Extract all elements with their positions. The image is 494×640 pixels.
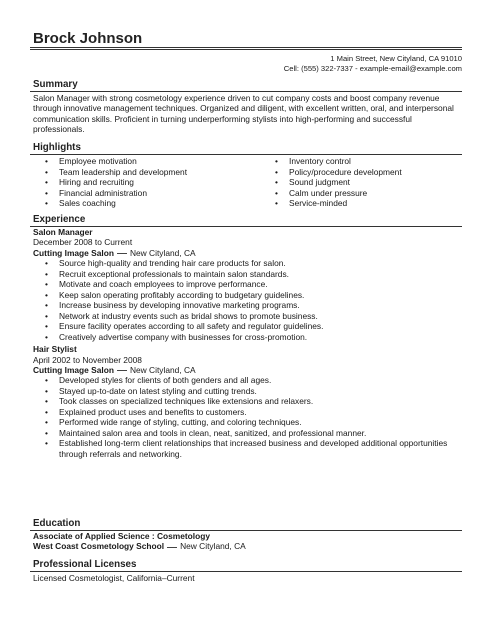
dash-separator — [117, 370, 127, 371]
summary-text: Salon Manager with strong cosmetology experience driven to cut company costs and boost company revenue through innovative management techniques. Organized and diligent, with excellent written, oral, and interpersonal communication skills. Proficient in turning underperforming stylists into high-performing and successful professionals. — [33, 93, 454, 135]
list-item: • Inventory control — [275, 156, 402, 167]
dash-separator — [117, 253, 127, 254]
company-name: Cutting Image Salon — [33, 247, 114, 258]
school-location: New Cityland, CA — [180, 541, 246, 552]
company-location: New Cityland, CA — [129, 365, 196, 376]
company-name: Cutting Image Salon — [33, 365, 114, 376]
job-duties-list — [30, 375, 462, 459]
address-line: 1 Main Street, New Cityland, CA 91010 — [330, 54, 462, 63]
job-entry — [30, 227, 462, 342]
list-item: • Employee motivation — [45, 156, 275, 167]
highlights-divider — [30, 154, 462, 155]
school-name: West Coast Cosmetology School — [33, 541, 165, 552]
experience-heading: Experience — [33, 214, 86, 225]
header-divider — [30, 47, 462, 50]
job-duties-list — [30, 258, 462, 342]
list-item: • Established long-term client relationships that increased business and developed additional opportunities through referrals and networking. — [45, 438, 462, 459]
list-item: • Developed styles for clients of both genders and all ages. — [45, 375, 462, 386]
job-title: Salon Manager — [33, 227, 93, 237]
experience-section — [30, 214, 462, 459]
licenses-section — [30, 559, 462, 583]
list-item: • Financial administration — [45, 188, 275, 199]
highlights-left-list — [30, 156, 275, 209]
list-item: • Recruit exceptional professionals to maintain salon standards. — [45, 269, 462, 280]
job-company-line — [30, 365, 462, 375]
education-block — [30, 518, 462, 552]
school-line — [30, 541, 462, 551]
highlights-heading: Highlights — [33, 142, 81, 153]
list-item: • Took classes on specialized techniques like extensions and relaxers. — [45, 396, 462, 407]
degree: Associate of Applied Science : Cosmetology — [33, 531, 210, 541]
licenses-heading: Professional Licenses — [33, 559, 137, 570]
job-dates: April 2002 to November 2008 — [33, 354, 142, 365]
list-item: • Stayed up-to-date on latest styling and cutting trends. — [45, 386, 462, 397]
education-heading: Education — [33, 518, 81, 529]
list-item: • Network at industry events such as bridal shows to promote business. — [45, 311, 462, 322]
job-dates: December 2008 to Current — [33, 237, 133, 248]
list-item: • Team leadership and development — [45, 167, 275, 178]
list-item: • Creatively advertise company with businesses for cross-promotion. — [45, 332, 462, 343]
dash-separator — [167, 547, 177, 548]
highlights-right-list — [275, 156, 402, 209]
list-item: • Ensure facility operates according to all safety and regulator guidelines. — [45, 321, 462, 332]
list-item: • Hiring and recruiting — [45, 177, 275, 188]
list-item: • Increase business by developing innovative marketing programs. — [45, 300, 462, 311]
list-item: • Explained product uses and benefits to customers. — [45, 407, 462, 418]
list-item: • Performed wide range of styling, cutting, and coloring techniques. — [45, 417, 462, 428]
summary-heading: Summary — [33, 79, 78, 90]
list-item: • Sales coaching — [45, 198, 275, 209]
company-location: New Cityland, CA — [129, 247, 196, 258]
summary-divider — [30, 91, 462, 92]
highlights-grid — [30, 156, 462, 209]
job-entry — [30, 344, 462, 459]
candidate-name: Brock Johnson — [33, 30, 143, 47]
job-company-line — [30, 248, 462, 258]
list-item: • Maintained salon area and tools in clean, neat, sanitized, and professional manner. — [45, 428, 462, 439]
list-item: • Service-minded — [275, 198, 402, 209]
list-item: • Policy/procedure development — [275, 167, 402, 178]
licenses-divider — [30, 571, 462, 572]
job-title: Hair Stylist — [33, 344, 77, 355]
list-item: • Sound judgment — [275, 177, 402, 188]
list-item: • Motivate and coach employees to improve performance. — [45, 279, 462, 290]
summary-section — [30, 79, 462, 135]
contact-line: Cell: (555) 322-7337 - example-email@example.com — [283, 64, 462, 73]
list-item: • Calm under pressure — [275, 188, 402, 199]
list-item: • Source high-quality and trending hair care products for salon. — [45, 258, 462, 269]
highlights-section — [30, 142, 462, 209]
license-text: Licensed Cosmetologist, California–Current — [33, 573, 195, 583]
list-item: • Keep salon operating profitably according to budgetary guidelines. — [45, 290, 462, 301]
